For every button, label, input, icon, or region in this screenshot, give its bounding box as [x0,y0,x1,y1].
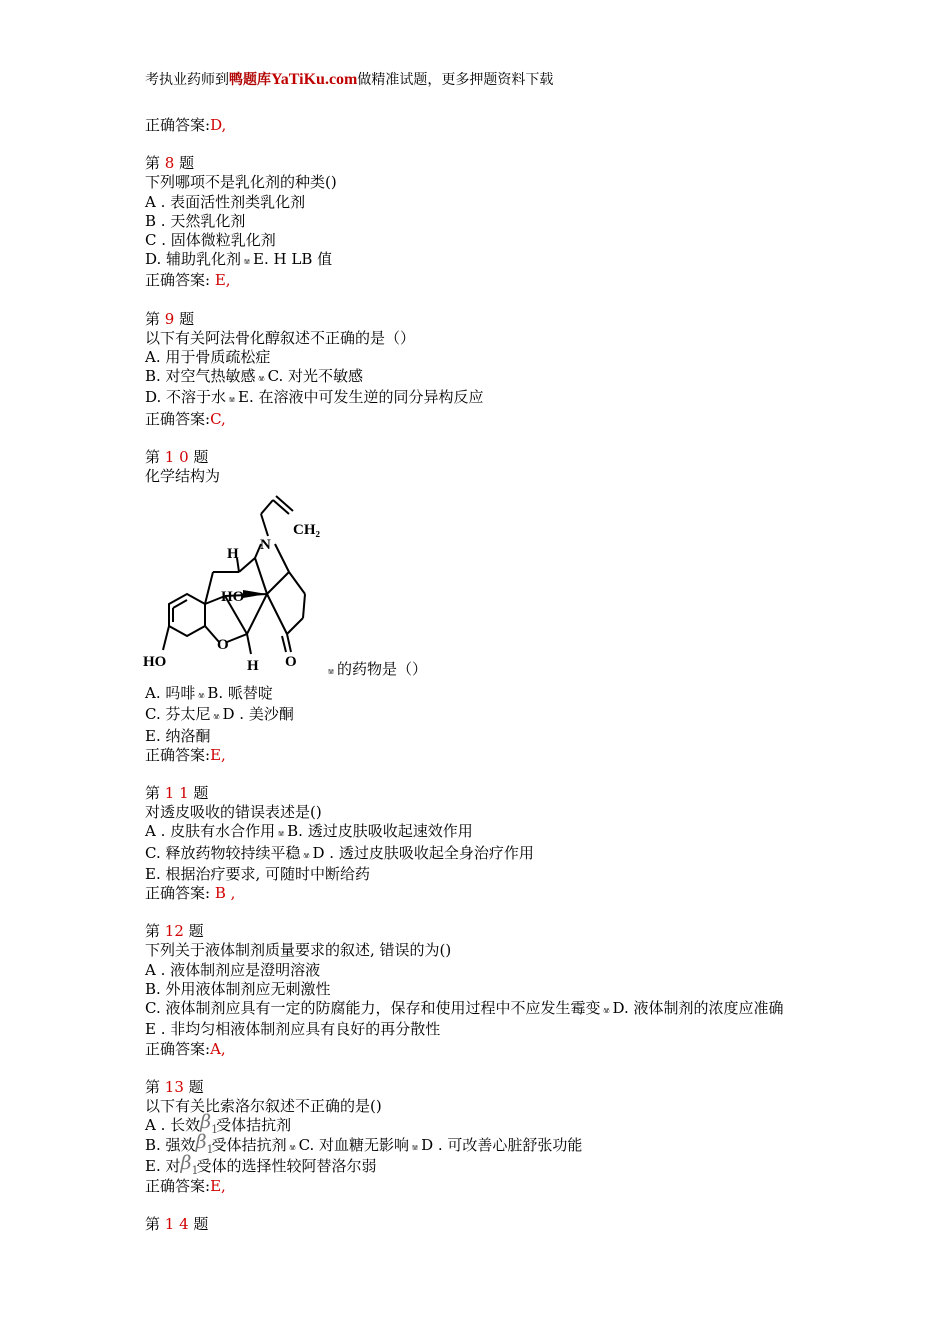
answer-value: D, [210,116,227,134]
option-row-cd [145,705,805,726]
question-number: 8 [164,154,175,173]
header-brand[interactable]: 鸭题库 [229,72,271,88]
glyph-mark: ෂ [603,1005,610,1017]
option-row-bcd: B. 强效$\beta_1$受体拮抗剂 ෂ C. 对血糖无影响 ෂ D . 可改善心脏舒张功能 [145,1130,583,1156]
answer-label: 正确答案: [145,116,211,134]
option-c: C. 芬太尼 [145,705,211,724]
document-page [145,70,805,1253]
question-number: 12 [164,922,184,941]
structure-label-ho-bottom: HO [143,654,167,671]
option-c: C. 对血糖无影响 [298,1135,410,1154]
question-title: 第 9 题 [145,309,195,328]
question-stem: 化学结构为 [145,467,221,486]
option-row-ab [145,822,805,843]
answer-label: 正确答案: [145,271,211,290]
option-b: B . 天然乳化剂 [145,211,246,230]
question-stem: 以下有关比索洛尔叙述不正确的是() [145,1096,382,1115]
question-title: 第 1 1 题 [145,784,209,803]
answer-label: 正确答案: [145,1039,211,1058]
option-a: A. 吗啡 [145,684,196,703]
question-number: 1 0 [164,447,189,466]
option-a: A . 液体制剂应是澄明溶液 [145,960,321,979]
question-title: 第 8 题 [145,154,195,173]
option-e: E. 在溶液中可发生逆的同分异构反应 [238,388,484,407]
option-c: C. 释放药物较持续平稳 [145,843,301,862]
beta1-symbol: $\beta_1$ [195,1130,214,1156]
answer-line [145,1177,805,1196]
structure-trailing-text [325,660,427,681]
option-e: E. H LB 值 [253,250,333,269]
structure-label-ho-mid: HO [221,589,245,606]
answer-value: E, [210,271,231,290]
question-stem: 下列哪项不是乳化剂的种类() [145,173,337,192]
question-11 [145,784,805,903]
question-number: 1 4 [164,1215,189,1234]
question-14 [145,1215,805,1234]
option-row-de [145,388,805,409]
option-row-cd [145,844,805,865]
question-title: 第 1 4 题 [145,1215,209,1234]
answer-line [145,1040,805,1059]
option-b: B. 外用液体制剂应无刺激性 [145,979,331,998]
question-number: 1 1 [164,784,189,803]
question-number: 9 [164,309,175,328]
structure-label-h-top: H [227,546,239,563]
question-9 [145,310,805,429]
glyph-mark: ෂ [228,394,236,406]
question-10 [145,448,805,765]
option-c: C. 液体制剂应具有一定的防腐能力，保存和使用过程中不应发生霉变 [145,999,601,1018]
option-d: D. 液体制剂的浓度应准确 [612,999,784,1018]
option-c: C. 对光不敏感 [267,367,364,386]
question-title: 第 12 题 [145,922,204,941]
answer-line [145,746,805,765]
question-title: 第 13 题 [145,1077,204,1096]
prev-answer-block [145,116,805,135]
option-e: E. 对$\beta_1$受体的选择性较阿替洛尔弱 [145,1152,377,1177]
option-b: B. 透过皮肤吸收起速效作用 [287,822,473,841]
glyph-mark: ෂ [258,373,265,385]
answer-value: E, [210,1176,226,1195]
option-row-cd [145,999,805,1020]
answer-line [145,271,805,290]
option-d: D . 可改善心脏舒张功能 [421,1135,583,1154]
option-e: E . 非均匀相液体制剂应具有良好的再分散性 [145,1020,441,1039]
beta1-symbol: $\beta_1$ [200,1111,219,1136]
structure-label-o-ring: O [217,637,229,654]
option-d: D . 美沙酮 [222,705,294,724]
glyph-mark: ෂ [289,1141,296,1153]
answer-value: C, [210,409,226,428]
glyph-mark: ෂ [213,711,220,723]
glyph-mark: ෂ [197,690,205,702]
question-stem: 下列关于液体制剂质量要求的叙述, 错误的为() [145,941,452,960]
question-title: 第 1 0 题 [145,447,209,466]
question-stem: 以下有关阿法骨化醇叙述不正确的是（） [145,328,416,347]
beta1-symbol: $\beta_1$ [180,1152,199,1177]
glyph-mark: ෂ [327,666,335,678]
option-d: D . 透过皮肤吸收起全身治疗作用 [312,843,534,862]
header-suffix: 做精准试题，更多押题资料下载 [357,72,554,88]
header-prefix: 考执业药师到 [145,72,229,88]
option-b: B. 对空气热敏感 [145,367,256,386]
option-c: C . 固体微粒乳化剂 [145,231,276,250]
option-a: A . 皮肤有水合作用 [145,822,276,841]
answer-line [145,884,805,903]
question-stem: 对透皮吸收的错误表述是() [145,803,322,822]
option-e: E. 纳洛酮 [145,726,211,745]
answer-label: 正确答案: [145,745,211,764]
answer-value: A, [210,1039,226,1058]
structure-row [145,486,805,684]
answer-label: 正确答案: [145,409,211,428]
option-e: E. 根据治疗要求, 可随时中断给药 [145,864,371,883]
question-13 [145,1078,805,1196]
structure-label-n: N [260,537,271,554]
question-stem-tail: 的药物是（） [337,660,428,679]
glyph-mark: ෂ [243,256,251,268]
option-a: A . 表面活性剂类乳化剂 [145,192,306,211]
glyph-mark: ෂ [411,1141,419,1153]
answer-value: B , [210,884,236,903]
option-row-ab [145,684,805,705]
option-b: B. 哌替啶 [207,684,273,703]
question-8 [145,154,805,290]
glyph-mark: ෂ [303,849,310,861]
header-site-link[interactable]: YaTiKu.com [271,71,358,88]
option-a: A. 用于骨质疏松症 [145,348,271,367]
question-12 [145,922,805,1058]
option-a: A . 长效$\beta_1$受体拮抗剂 [145,1111,292,1136]
answer-value: E, [210,745,226,764]
chemical-structure-image [143,486,333,682]
answer-line [145,410,805,429]
structure-label-o-ketone: O [285,654,297,671]
option-d: D. 辅助乳化剂 [145,250,242,269]
question-number: 13 [164,1077,184,1096]
option-row-bc [145,367,805,388]
answer-label: 正确答案: [145,884,211,903]
option-d: D. 不溶于水 [145,388,227,407]
glyph-mark: ෂ [277,828,285,840]
page-header [145,70,805,90]
structure-label-ch2: CH₂ [293,522,320,539]
option-row-de [145,250,805,271]
option-b: B. 强效 [145,1135,196,1154]
answer-line [145,116,805,135]
answer-label: 正确答案: [145,1176,211,1195]
structure-label-h-bottom: H [247,658,259,675]
